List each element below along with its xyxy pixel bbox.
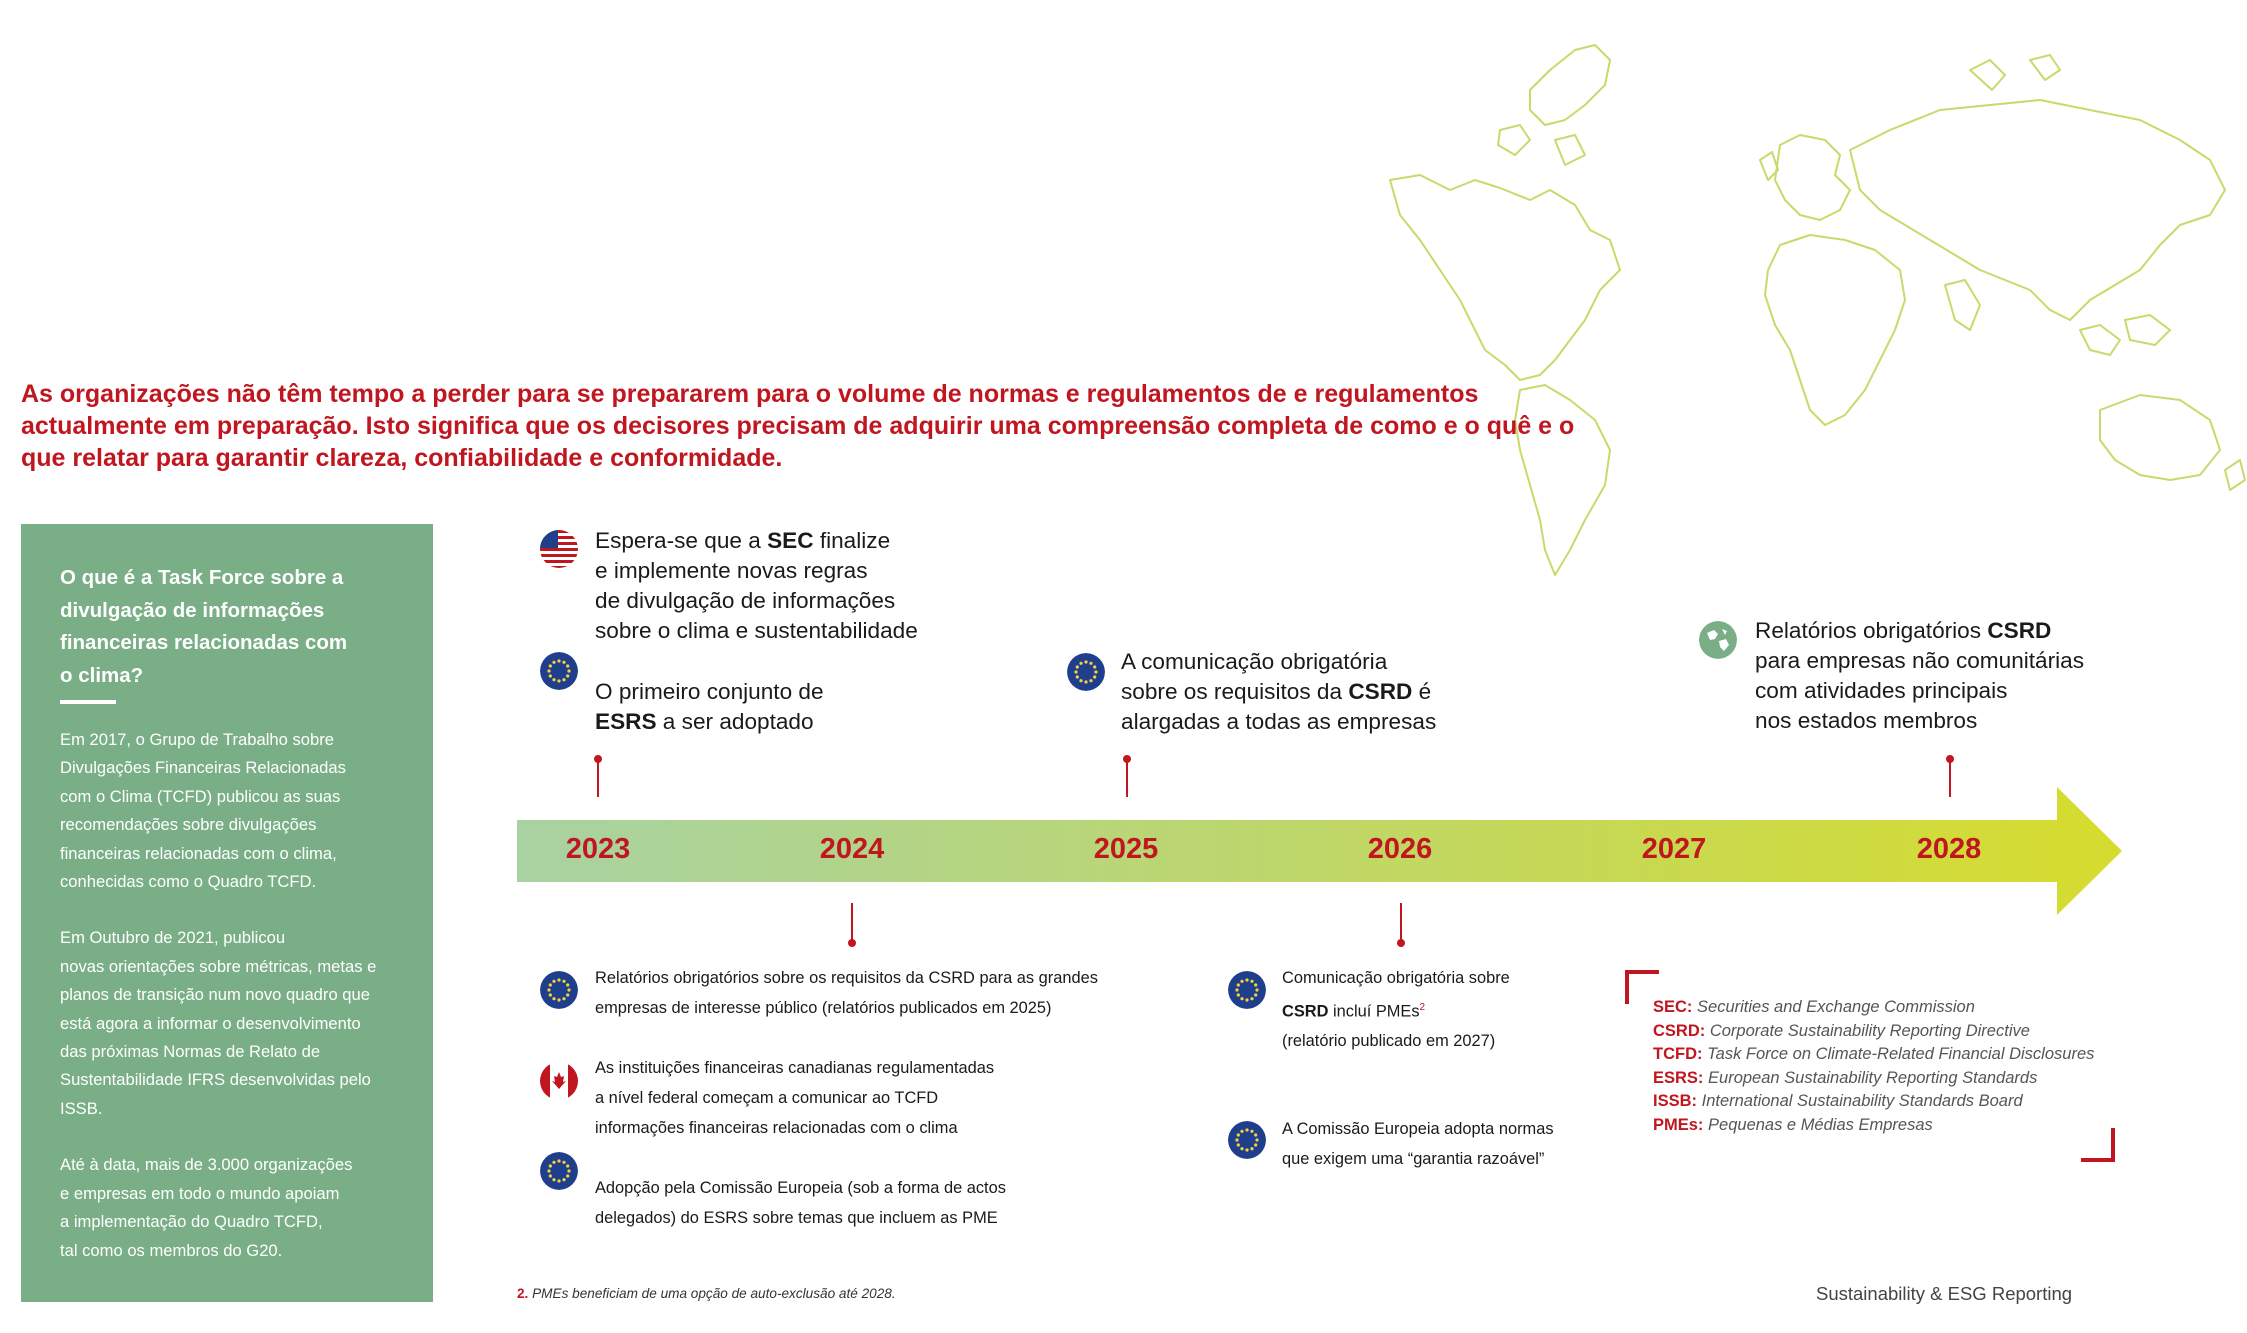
event-non-eu-bold: CSRD — [1987, 618, 2052, 643]
sidebar-title: O que é a Task Force sobre a divulgação de informações financeiras relacionadas com o clima? — [60, 566, 348, 687]
legend-key: CSRD: — [1653, 1021, 1706, 1040]
legend-value: European Sustainability Reporting Standards — [1708, 1068, 2038, 1087]
event-non-eu-post: para empresas não comunitárias com atividades principais nos estados membros — [1755, 648, 2085, 733]
brand-label: Sustainability & ESG Reporting — [1816, 1283, 2073, 1304]
event-esrs-pre: O primeiro conjunto de — [595, 679, 824, 704]
event-non-eu-companies — [1755, 616, 2084, 736]
connector-2024 — [851, 903, 853, 943]
event-sec-pre: Espera-se que a — [595, 528, 768, 553]
event-sme-footnote-ref: 2 — [1419, 1002, 1426, 1013]
eu-flag-icon — [1228, 1121, 1266, 1159]
legend-key: SEC: — [1653, 998, 1693, 1016]
event-csrd-all-companies — [1121, 647, 1436, 737]
event-csrd-all-bold: CSRD — [1348, 679, 1413, 704]
connector-2028 — [1949, 759, 1951, 797]
legend-value: Corporate Sustainability Reporting Directive — [1709, 1021, 2030, 1040]
legend-value: International Sustainability Standards Board — [1701, 1092, 2023, 1111]
event-large-pie-reports: Relatórios obrigatórios sobre os requisitos da CSRD para as grandes empresas de interesse público (relatórios publicados em 2025) — [595, 969, 1098, 1017]
year-2023: 2023 — [565, 833, 631, 865]
event-sme-bold: CSRD — [1282, 1002, 1329, 1021]
world-map-illustration — [1380, 30, 2247, 590]
globe-icon — [1699, 621, 1737, 659]
legend-key: ESRS: — [1653, 1068, 1704, 1087]
year-2024: 2024 — [819, 833, 885, 865]
abbreviation-legend — [1653, 996, 2094, 1138]
eu-flag-icon — [1228, 971, 1266, 1009]
legend-item — [1653, 1020, 2094, 1044]
us-flag-icon — [540, 530, 578, 568]
event-first-esrs — [595, 677, 824, 737]
timeline-arrow — [517, 787, 2122, 915]
event-canada-tcfd: As instituições financeiras canadianas regulamentadas a nível federal começam a comunicar ao TCFD informações financeiras relacionadas com o clima — [595, 1059, 995, 1137]
event-sme-reporting — [1282, 963, 1510, 1056]
legend-item — [1653, 1090, 2094, 1114]
year-2028: 2028 — [1916, 833, 1982, 865]
legend-key: PMEs: — [1653, 1115, 1704, 1134]
event-csrd-all-pre: A comunicação obrigatória sobre os requisitos da — [1121, 649, 1388, 704]
connector-2025 — [1126, 759, 1128, 797]
sidebar-paragraph-3: Até à data, mais de 3.000 organizações e empresas em todo o mundo apoiam a implementação do Quadro TCFD, tal como os membros do G20. — [60, 1155, 353, 1260]
footnote-number: 2. — [517, 1286, 529, 1301]
year-2026: 2026 — [1367, 833, 1433, 865]
footnote-text: PMEs beneficiam de uma opção de auto-exclusão até 2028. — [528, 1286, 896, 1301]
legend-item — [1653, 1114, 2094, 1138]
legend-item — [1653, 1043, 2094, 1067]
event-sme-mid: incluí PMEs — [1328, 1002, 1420, 1021]
sidebar-paragraph-2: Em Outubro de 2021, publicou novas orientações sobre métricas, metas e planos de transição num novo quadro que está agora a informar o desenvolvimento das próximas Normas de Relato de Sustentabilidade IFRS desenvolvidas pelo ISSB. — [60, 928, 377, 1118]
sidebar-divider — [60, 700, 116, 704]
year-2025: 2025 — [1093, 833, 1159, 865]
sidebar-paragraph-1: Em 2017, o Grupo de Trabalho sobre Divulgações Financeiras Relacionadas com o Clima (TCFD) publicou as suas recomendações sobre divulgações financeiras relacionadas com o clima, conhecidas como o Quadro TCFD. — [60, 730, 346, 892]
event-esrs-post: a ser adoptado — [656, 709, 814, 734]
event-sme-pre: Comunicação obrigatória sobre — [1282, 969, 1510, 987]
event-non-eu-pre: Relatórios obrigatórios — [1755, 618, 1988, 643]
eu-flag-icon — [540, 652, 578, 690]
legend-value: Securities and Exchange Commission — [1697, 998, 1975, 1016]
legend-key: TCFD: — [1653, 1045, 1703, 1064]
eu-flag-icon — [540, 1152, 578, 1190]
event-sec-rules — [595, 526, 918, 646]
connector-2023 — [597, 759, 599, 797]
legend-key: ISSB: — [1653, 1092, 1698, 1111]
canada-flag-icon — [540, 1062, 578, 1100]
eu-flag-icon — [1067, 653, 1105, 691]
headline: As organizações não têm tempo a perder para se prepararem para o volume de normas e regulamentos de e regulamentos actualmente em preparação. Isto significa que os decisores precisam de adquirir uma compreensão completa de como e o quê e o que relatar para garantir clareza, confiabilidade e conformidade. — [21, 380, 1575, 472]
year-2027: 2027 — [1641, 833, 1707, 865]
legend-item — [1653, 996, 2094, 1020]
event-sec-post: finalize e implemente novas regras de divulgação de informações sobre o clima e sustentabilidade — [595, 528, 918, 643]
legend-item — [1653, 1067, 2094, 1091]
event-reasonable-assurance: A Comissão Europeia adopta normas que exigem uma “garantia razoável” — [1282, 1120, 1554, 1168]
eu-flag-icon — [540, 971, 578, 1009]
legend-value: Task Force on Climate-Related Financial Disclosures — [1707, 1045, 2095, 1064]
event-esrs-bold: ESRS — [595, 709, 657, 734]
legend-value: Pequenas e Médias Empresas — [1708, 1115, 1933, 1134]
event-sme-post: (relatório publicado em 2027) — [1282, 1032, 1496, 1051]
event-csrd-all-post: é alargadas a todas as empresas — [1121, 679, 1437, 734]
tcfd-sidebar — [21, 524, 433, 1302]
footnote — [517, 1286, 896, 1301]
event-sec-bold: SEC — [767, 528, 814, 553]
connector-2026 — [1400, 903, 1402, 943]
event-delegated-acts: Adopção pela Comissão Europeia (sob a forma de actos delegados) do ESRS sobre temas que incluem as PME — [595, 1179, 1006, 1227]
